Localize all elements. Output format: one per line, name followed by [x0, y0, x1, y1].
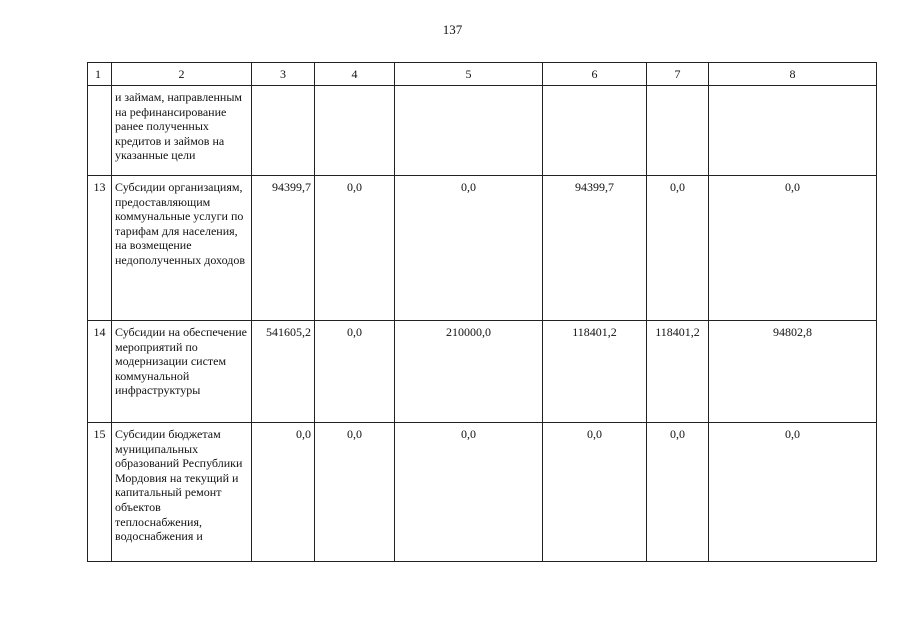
- cell-value: 0,0: [315, 423, 395, 562]
- column-header: 3: [252, 63, 315, 86]
- cell-value: [252, 86, 315, 176]
- cell-value: [315, 86, 395, 176]
- row-number: 15: [88, 423, 112, 562]
- cell-value: 94802,8: [709, 321, 877, 423]
- column-header: 7: [647, 63, 709, 86]
- column-header: 4: [315, 63, 395, 86]
- cell-value: [709, 86, 877, 176]
- row-number: 14: [88, 321, 112, 423]
- table-row: [88, 321, 877, 423]
- cell-value: 210000,0: [395, 321, 543, 423]
- table-row: [88, 86, 877, 176]
- cell-value: 0,0: [647, 423, 709, 562]
- table-header-row: [88, 63, 877, 86]
- cell-value: 0,0: [315, 176, 395, 321]
- row-number: [88, 86, 112, 176]
- cell-value: [543, 86, 647, 176]
- row-number: 13: [88, 176, 112, 321]
- column-header: 5: [395, 63, 543, 86]
- page-number: 137: [442, 22, 463, 37]
- cell-value: 0,0: [252, 423, 315, 562]
- table-row: [88, 423, 877, 562]
- cell-value: 0,0: [709, 423, 877, 562]
- column-header: 8: [709, 63, 877, 86]
- cell-value: 118401,2: [647, 321, 709, 423]
- column-header: 2: [112, 63, 252, 86]
- row-name: и займам, направленным на рефинансирование ранее полученных кредитов и займов на указанные цели: [112, 86, 252, 176]
- cell-value: 0,0: [647, 176, 709, 321]
- row-name: Субсидии на обеспечение мероприятий по модернизации систем коммунальной инфраструктуры: [112, 321, 252, 423]
- budget-table: [87, 62, 877, 562]
- cell-value: 0,0: [395, 423, 543, 562]
- column-header: 6: [543, 63, 647, 86]
- table-row: [88, 176, 877, 321]
- cell-value: 94399,7: [252, 176, 315, 321]
- cell-value: 0,0: [395, 176, 543, 321]
- cell-value: 118401,2: [543, 321, 647, 423]
- cell-value: 94399,7: [543, 176, 647, 321]
- row-name: Субсидии бюджетам муниципальных образований Республики Мордовия на текущий и капитальный ремонт объектов теплоснабжения, водоснабжения и: [112, 423, 252, 562]
- cell-value: 0,0: [315, 321, 395, 423]
- cell-value: 0,0: [709, 176, 877, 321]
- column-header: 1: [88, 63, 112, 86]
- row-name: Субсидии организациям, предоставляющим коммунальные услуги по тарифам для населения, на возмещение недополученных доходов: [112, 176, 252, 321]
- cell-value: [647, 86, 709, 176]
- cell-value: [395, 86, 543, 176]
- cell-value: 541605,2: [252, 321, 315, 423]
- cell-value: 0,0: [543, 423, 647, 562]
